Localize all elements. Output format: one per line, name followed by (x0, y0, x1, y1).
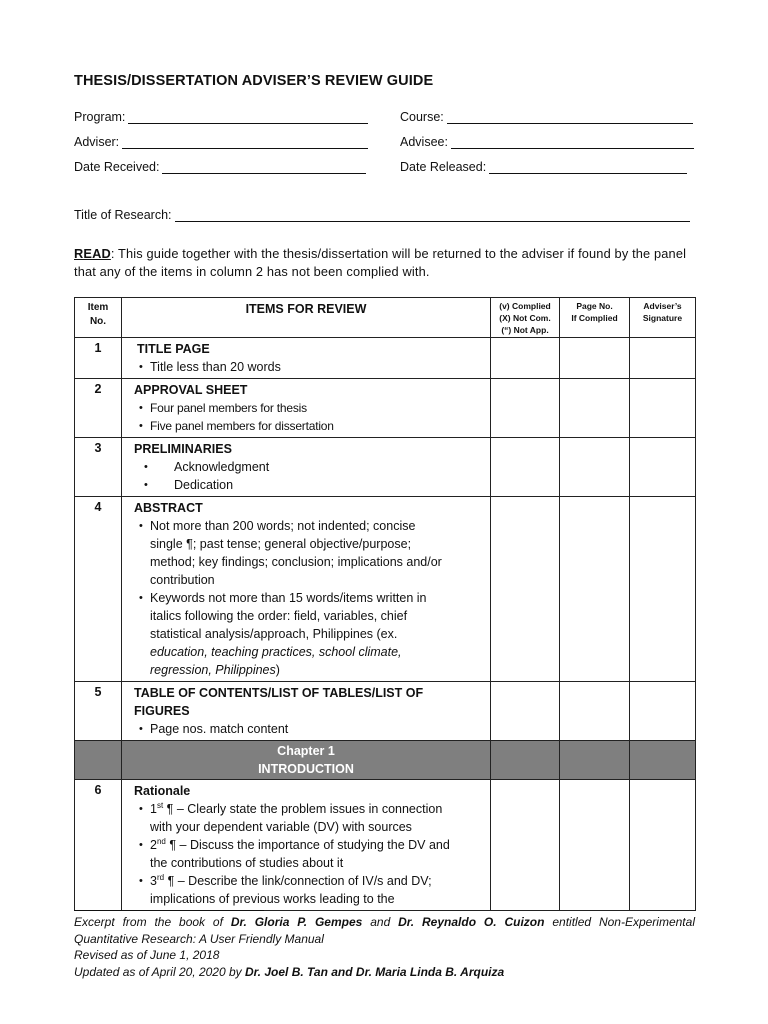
row-title: TITLE PAGE (137, 342, 210, 356)
read-label: READ (74, 246, 111, 261)
program-field[interactable] (74, 110, 368, 124)
row-number: 1 (75, 338, 122, 379)
list-item: • 2nd ¶ – Discuss the importance of studying the DV and the contributions of studies about it (134, 836, 460, 872)
row-title: ABSTRACT (134, 501, 203, 515)
advisee-field[interactable] (400, 135, 694, 149)
review-table (74, 297, 696, 911)
row-number: 5 (75, 682, 122, 741)
list-item: • Page nos. match content (134, 720, 440, 738)
program-label: Program: (74, 110, 126, 124)
table-row (75, 338, 696, 379)
header-complied: (v) Complied (X) Not Com. (“) Not App. (491, 298, 560, 338)
page-no-cell[interactable] (560, 379, 630, 438)
row-content (122, 497, 491, 682)
table-header-row (75, 298, 696, 338)
signature-cell[interactable] (630, 497, 696, 682)
row-number: 3 (75, 438, 122, 497)
list-item: • 1st ¶ – Clearly state the problem issues in connection with your dependent variable (DV) with sources (134, 800, 460, 836)
adviser-line[interactable] (122, 136, 368, 149)
row-content (122, 379, 491, 438)
signature-cell[interactable] (630, 438, 696, 497)
table-row (75, 682, 696, 741)
signature-cell[interactable] (630, 338, 696, 379)
date-released-label: Date Released: (400, 160, 487, 174)
date-received-line[interactable] (162, 161, 366, 174)
list-item: • Dedication (134, 476, 486, 494)
date-released-line[interactable] (489, 161, 687, 174)
footnote-line-4: Updated as of April 20, 2020 by Dr. Joel B. Tan and Dr. Maria Linda B. Arquiza (74, 964, 505, 979)
page-no-cell[interactable] (560, 497, 630, 682)
complied-cell[interactable] (491, 338, 560, 379)
date-received-label: Date Received: (74, 160, 160, 174)
page-no-cell[interactable] (560, 780, 630, 911)
list-item: • Not more than 200 words; not indented; concise single ¶; past tense; general objective/purpose; method; key findings; conclusion; implications and/or contribution (134, 517, 450, 589)
complied-cell[interactable] (491, 379, 560, 438)
advisee-line[interactable] (451, 136, 694, 149)
read-text: : This guide together with the thesis/dissertation will be returned to the adviser if found by the panel that any of the items in column 2 has not been complied with. (74, 246, 687, 279)
page-no-cell[interactable] (560, 682, 630, 741)
footnote-rule (74, 910, 264, 911)
course-label: Course: (400, 110, 444, 124)
table-row (75, 379, 696, 438)
row-content (122, 780, 491, 911)
signature-cell[interactable] (630, 682, 696, 741)
header-advisers-signature: Adviser’s Signature (630, 298, 696, 338)
program-line[interactable] (128, 111, 368, 124)
table-row (75, 780, 696, 911)
footnote-line-2: Quantitative Research: A User Friendly Manual (74, 931, 324, 946)
row-content (122, 438, 491, 497)
adviser-label: Adviser: (74, 135, 120, 149)
page-no-cell[interactable] (560, 338, 630, 379)
course-line[interactable] (447, 111, 693, 124)
document-title: THESIS/DISSERTATION ADVISER’S REVIEW GUIDE (74, 73, 434, 89)
chapter-heading: Chapter 1 INTRODUCTION (122, 741, 491, 780)
table-row (75, 438, 696, 497)
row-number: 4 (75, 497, 122, 682)
complied-cell[interactable] (491, 438, 560, 497)
list-item: • 3rd ¶ – Describe the link/connection of IV/s and DV; implications of previous works leading to the (134, 872, 460, 908)
complied-cell[interactable] (491, 780, 560, 911)
footnote-line-1: Excerpt from the book of Dr. Gloria P. Gempes and Dr. Reynaldo O. Cuizon entitled Non-Experimental (74, 915, 695, 929)
header-items-for-review: ITEMS FOR REVIEW (122, 298, 491, 338)
course-field[interactable] (400, 110, 693, 124)
title-of-research-label: Title of Research: (74, 208, 172, 222)
row-title: APPROVAL SHEET (134, 383, 248, 397)
table-row (75, 497, 696, 682)
date-released-field[interactable] (400, 160, 687, 174)
row-title: Rationale (134, 784, 191, 798)
read-notice (74, 245, 694, 280)
complied-cell[interactable] (491, 682, 560, 741)
advisee-label: Advisee: (400, 135, 448, 149)
header-page-no: Page No. If Complied (560, 298, 630, 338)
footnote (74, 914, 695, 980)
chapter-row (75, 741, 696, 780)
signature-cell[interactable] (630, 780, 696, 911)
adviser-field[interactable] (74, 135, 368, 149)
list-item: • Five panel members for dissertation (134, 417, 486, 435)
page-no-cell[interactable] (560, 438, 630, 497)
list-item: • Title less than 20 words (134, 358, 486, 376)
row-title: TABLE OF CONTENTS/LIST OF TABLES/LIST OF FIGURES (134, 686, 424, 718)
footnote-line-3: Revised as of June 1, 2018 (74, 948, 220, 962)
header-item-no: Item No. (75, 298, 122, 338)
title-of-research-field[interactable] (74, 208, 690, 222)
row-title: PRELIMINARIES (134, 442, 232, 456)
chapter-blank-cell (75, 741, 122, 780)
row-number: 6 (75, 780, 122, 911)
title-of-research-line[interactable] (175, 209, 690, 222)
keywords-example: education, teaching practices, school climate, regression, Philippines (150, 645, 402, 677)
list-item: • Acknowledgment (134, 458, 486, 476)
row-content (122, 338, 491, 379)
row-content (122, 682, 491, 741)
signature-cell[interactable] (630, 379, 696, 438)
row-number: 2 (75, 379, 122, 438)
date-received-field[interactable] (74, 160, 366, 174)
list-item: • Four panel members for thesis (134, 399, 486, 417)
complied-cell[interactable] (491, 497, 560, 682)
list-item: • Keywords not more than 15 words/items written in italics following the order: field, variables, chief statistical analysis/approach, Philippines (ex. education, teaching practices, school climate, regression, Philippines) (134, 589, 450, 679)
